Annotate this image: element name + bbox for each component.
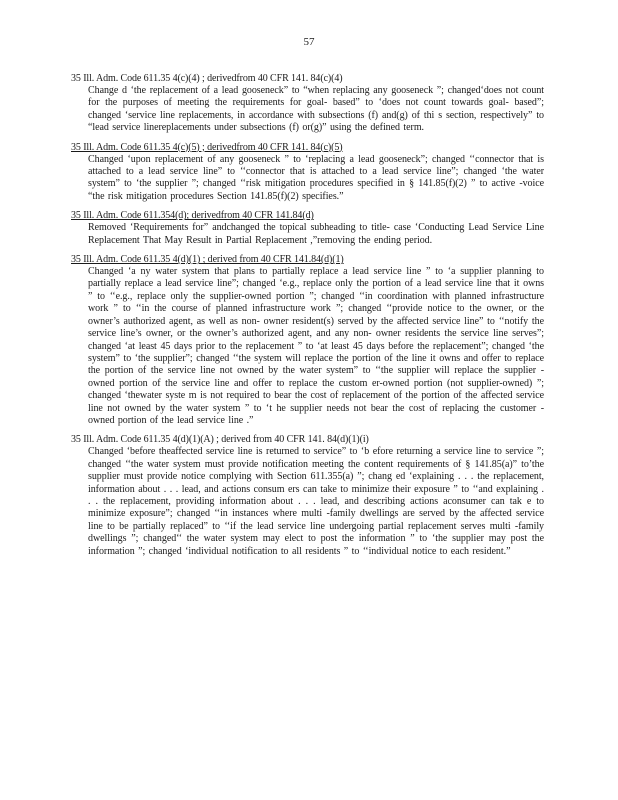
page-number: 57	[303, 36, 315, 48]
note-heading: 35 Ill. Adm. Code 611.354(d); derivedfrom 40 CFR 141.84(d)	[71, 210, 314, 222]
note-body: Removed ‘Requirements for” andchanged the topical subheading to title- case ‘Conducting Lead Service Line Replacement That May Result in Partial Replacement ,”removing the ending period.	[88, 222, 544, 246]
note-heading: 35 Ill. Adm. Code 611.35 4(c)(4) ; derivedfrom 40 CFR 141. 84(c)(4)	[71, 73, 343, 84]
note-body: Changed ‘a ny water system that plans to partially replace a lead service line ” to ‘a supplier planning to partially replace a lead service line”; changed ‘e.g., replace only the portion of a lead service line that it owns ” to ‘‘e.g., replace only the supplier-owned portion ”; changed ‘‘in coordination with planned infrastructure work ” to ‘‘in the course of planned infrastructure work ”; changed ‘‘provide notice to the owner, or the owner’s authorized agent, as well as non- owner resident(s) served by the affected service line” to ‘‘notify the service line’s owner, or the owner’s authorized agent, and any non- owner residents the service line serves”; changed ‘at least 45 days prior to the replacement ” to ‘at least 45 days before the replacement”; changed ‘the system” to ‘the supplier”; changed ‘‘the system will replace the portion of the line it owns and offer to replace the portion of the service line not owned by the water system” to ‘‘the supplier will replace the supplier -owned portion of the service line and offer to replace the custom er-owned portion (not supplier-owned) ”; changed ‘thewater syste m is not required to bear the cost of replacement of the portion of the affected service line not owned by the water system ” to ‘t he supplier needs not bear the cost of replacing the customer -owned portion of the lead service line .”	[88, 266, 544, 426]
note-611-354-d	[71, 210, 544, 247]
note-611-354-c-5	[71, 141, 544, 204]
derivation-notes	[71, 73, 544, 565]
note-611-354-d-1-a	[71, 434, 544, 558]
note-body: Change d ‘the replacement of a lead gooseneck” to “when replacing any gooseneck ”; changed‘does not count for the purposes of meeting the requirements for goal- based” to ‘does not count towards goal- based”; changed ‘service line replacements, in accordance with subsections (f) and(g) of thi s section, respectively” to “lead service linereplacements under subsections (f) or(g)” using the defined term.	[88, 85, 544, 134]
note-heading: 35 Ill. Adm. Code 611.35 4(d)(1) ; derived from 40 CFR 141.84(d)(1)	[71, 254, 344, 266]
note-body: Changed ‘upon replacement of any gooseneck ” to ‘replacing a lead gooseneck”; changed ‘‘connector that is attached to a lead service line” to ‘‘connector that is attached to a lead service line”; changed ‘the water system” to ‘the supplier ”; changed ‘‘risk mitigation procedures specified in § 141.85(f)(2) ” to active -voice “the risk mitigation procedures Section 141.85(f)(2) specifies.”	[88, 153, 544, 202]
note-611-354-c-4	[71, 73, 544, 135]
note-body: Changed ‘before theaffected service line is returned to service” to ‘b efore returning a service line to service ”; changed ‘‘the water system must provide notification meeting the content requirements of § 141.85(a)” to’the supplier must provide notice complying with Section 611.355(a) ”; chang ed ‘explaining . . . the replacement, information about . . . lead, and actions consum ers can take to minimize their exposure ” to ‘‘and explaining . . . the replacement, providing information about . . . lead, and describing actions aconsumer can tak e to minimize exposure”; changed ‘‘in instances where multi -family dwellings are served by the affected service line to be partially replaced” to ‘‘if the lead service line undergoing partial replacement serves multi -family dwellings ”; changed‘‘ the water system may elect to post the information ” to ‘the supplier may post the information ”; changed ‘individual notification to all residents ” to ‘‘individual notice to each resident.”	[88, 446, 544, 557]
note-611-354-d-1	[71, 254, 544, 427]
note-heading: 35 Ill. Adm. Code 611.35 4(d)(1)(A) ; derived from 40 CFR 141. 84(d)(1)(i)	[71, 434, 369, 446]
note-heading: 35 Ill. Adm. Code 611.35 4(c)(5) ; derivedfrom 40 CFR 141. 84(c)(5)	[71, 141, 343, 153]
